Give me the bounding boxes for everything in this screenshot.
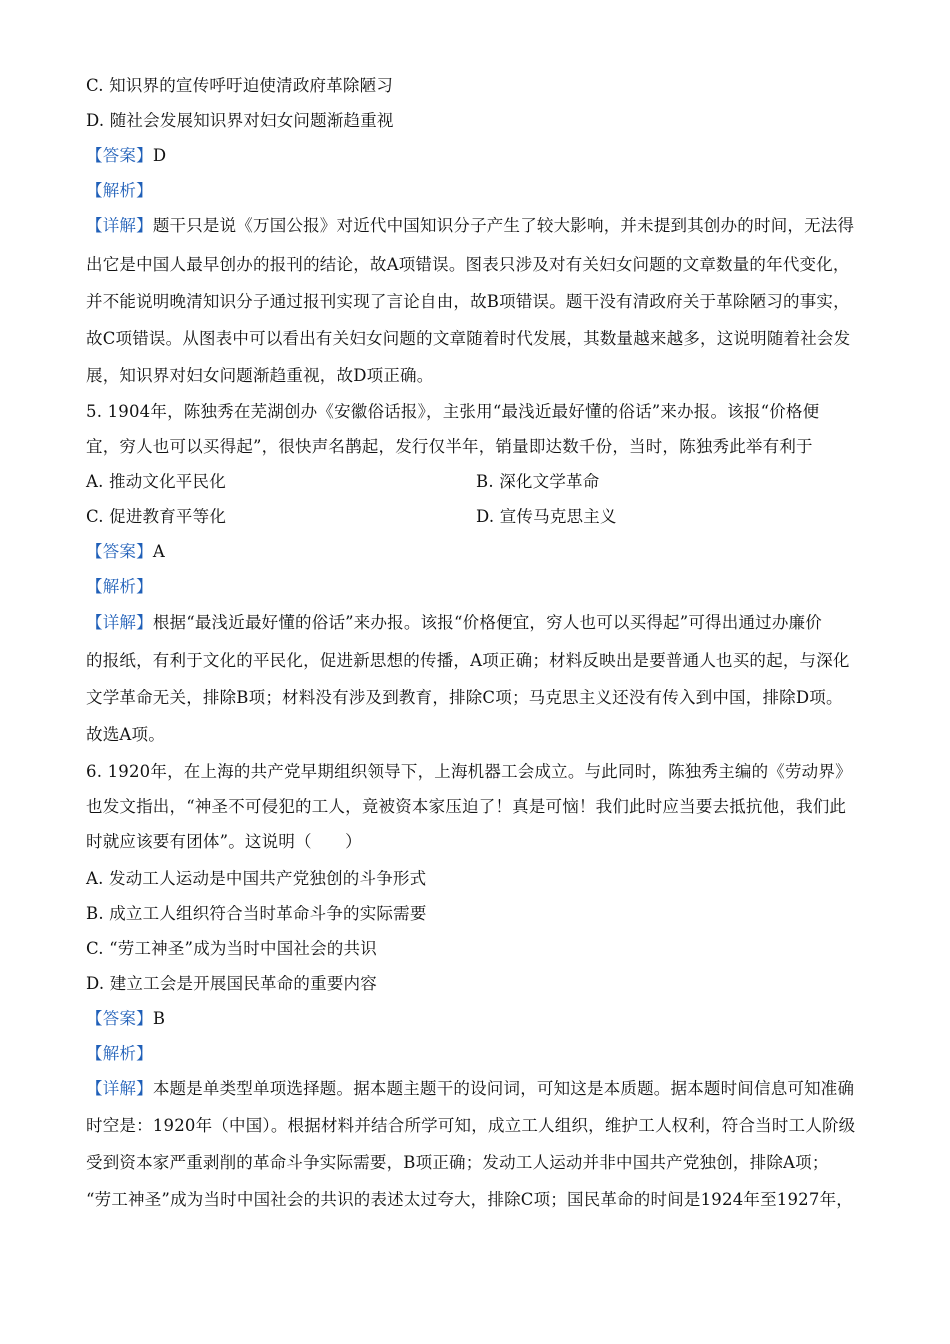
q5-option-a: A. 推动文化平民化 [86, 472, 226, 491]
q6-detail-line: 时空是：1920年（中国）。根据材料并结合所学可知，成立工人组织，维护工人权利，符合当时工人阶级 [86, 1116, 856, 1135]
q5-detail-line: 的报纸，有利于文化的平民化，促进新思想的传播，A项正确；材料反映出是要普通人也买的起，与深化 [86, 651, 850, 670]
q4-analysis-tag: 【解析】 [86, 181, 153, 200]
q4-detail-line: 出它是中国人最早创办的报刊的结论，故A项错误。图表只涉及对有关妇女问题的文章数量的年代变化， [86, 255, 850, 274]
answer-tag: 【答案】 [86, 1009, 153, 1028]
q4-option-c: C. 知识界的宣传呼吁迫使清政府革除陋习 [86, 76, 394, 95]
q4-detail-line: 故C项错误。从图表中可以看出有关妇女问题的文章随着时代发展，其数量越来越多，这说明随着社会发 [86, 329, 851, 348]
detail-tag: 【详解】 [86, 613, 153, 632]
q6-option-c: C. “劳工神圣”成为当时中国社会的共识 [86, 939, 377, 958]
q6-option-b: B. 成立工人组织符合当时革命斗争的实际需要 [86, 904, 427, 923]
detail-tag: 【详解】 [86, 1079, 153, 1098]
q5-analysis-tag: 【解析】 [86, 577, 153, 596]
q6-option-d: D. 建立工会是开展国民革命的重要内容 [86, 974, 377, 993]
q5-option-d: D. 宣传马克思主义 [476, 507, 617, 526]
q4-answer [86, 146, 166, 166]
q5-stem-line: 5. 1904年，陈独秀在芜湖创办《安徽俗话报》，主张用“最浅近最好懂的俗话”来办报。该报“价格便 [86, 402, 820, 421]
q4-detail-line [86, 216, 854, 236]
q4-detail-line: 展，知识界对妇女问题渐趋重视，故D项正确。 [86, 366, 434, 385]
q6-option-a: A. 发动工人运动是中国共产党独创的斗争形式 [86, 869, 427, 888]
q4-option-d: D. 随社会发展知识界对妇女问题渐趋重视 [86, 111, 394, 130]
q6-detail-line: 受到资本家严重剥削的革命斗争实际需要，B项正确；发动工人运动并非中国共产党独创，排除A项； [86, 1153, 829, 1172]
q5-detail-line: 故选A项。 [86, 725, 165, 744]
q6-stem-line: 也发文指出，“神圣不可侵犯的工人，竟被资本家压迫了！真是可恼！我们此时应当要去抵抗他，我们此 [86, 797, 847, 816]
q6-detail-line: “劳工神圣”成为当时中国社会的共识的表述太过夸大，排除C项；国民革命的时间是1924年至1927年， [86, 1190, 853, 1209]
q5-detail-line [86, 613, 822, 633]
detail-text: 根据“最浅近最好懂的俗话”来办报。该报“价格便宜，穷人也可以买得起”可得出通过办廉价 [152, 613, 822, 632]
q5-option-c: C. 促进教育平等化 [86, 507, 227, 526]
q4-detail-line: 并不能说明晚清知识分子通过报刊实现了言论自由，故B项错误。题干没有清政府关于革除陋习的事实， [86, 292, 850, 311]
detail-tag: 【详解】 [86, 216, 153, 235]
q6-stem-line: 6. 1920年，在上海的共产党早期组织领导下，上海机器工会成立。与此同时，陈独秀主编的《劳动界》 [86, 762, 852, 781]
q5-stem-line: 宜，穷人也可以买得起”，很快声名鹊起，发行仅半年，销量即达数千份，当时，陈独秀此举有利于 [86, 437, 813, 456]
answer-value: A [152, 542, 165, 561]
q5-option-b: B. 深化文学革命 [476, 472, 600, 491]
answer-value: D [152, 146, 167, 165]
answer-value: B [152, 1009, 166, 1028]
detail-text: 题干只是说《万国公报》对近代中国知识分子产生了较大影响，并未提到其创办的时间，无法得 [152, 216, 855, 235]
q5-answer [86, 542, 165, 562]
q5-detail-line: 文学革命无关，排除B项；材料没有涉及到教育，排除C项；马克思主义还没有传入到中国，排除D项。 [86, 688, 843, 707]
detail-text: 本题是单类型单项选择题。据本题主题干的设问词，可知这是本质题。据本题时间信息可知准确 [152, 1079, 855, 1098]
q6-stem-line: 时就应该要有团体”。这说明（ ） [86, 832, 362, 851]
q6-analysis-tag: 【解析】 [86, 1044, 153, 1063]
q6-answer [86, 1009, 165, 1029]
q6-detail-line [86, 1079, 854, 1099]
answer-tag: 【答案】 [86, 542, 153, 561]
answer-tag: 【答案】 [86, 146, 153, 165]
